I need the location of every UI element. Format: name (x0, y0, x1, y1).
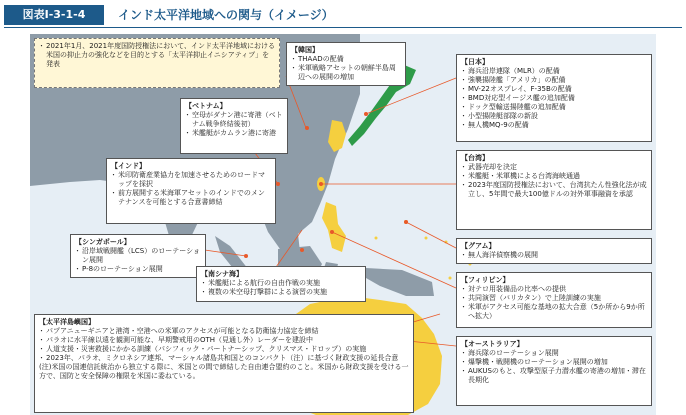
vietnam-box (180, 98, 288, 154)
scs-item: ・ 米艦艇による航行の自由作戦の実施 (201, 279, 361, 288)
japan-item: ・ 小型揚陸艇部隊の新設 (461, 112, 647, 121)
guam-item: ・ 無人海洋偵察機の展開 (461, 251, 647, 260)
japan-item: ・ MV-22オスプレイ、F-35Bの配備 (461, 85, 647, 94)
japan-item: ・ ドック型輸送揚陸艦の追加配備 (461, 103, 647, 112)
singapore-box (70, 234, 206, 278)
india-item: ・ 前方展開する米海軍アセットのインドでのメンテナンスを可能とする合意書締結 (111, 189, 271, 207)
taiwan-item: ・ 米艦艇・米軍機による台湾海峡通過 (461, 172, 647, 181)
note-item: ・ 2021年1月、2021年度国防授権法において、インド太平洋地域における米国の抑止力の強化などを目的とする「太平洋抑止イニシアティブ」を発表 (39, 42, 275, 69)
japan-box (456, 54, 652, 142)
australia-item: ・ 爆撃機・戦闘機のローテーション展開の増加 (461, 358, 647, 367)
australia-box (456, 336, 652, 406)
pin-scs (300, 248, 304, 252)
india-box (106, 158, 276, 224)
guam-box (456, 238, 652, 264)
singapore-item: ・ 沿岸域戦闘艦（LCS）のローテーション展開 (75, 247, 201, 265)
figure-number: 図表Ⅰ-3-1-4 (4, 5, 104, 25)
japan-item: ・ 無人機MQ-9の配備 (461, 121, 647, 130)
vietnam-item: ・ 空母がダナン港に寄港（ベトナム戦争終結後初） (185, 111, 283, 129)
japan-item: ・ BMD対応型イージス艦の追加配備 (461, 94, 647, 103)
pin-guam (404, 220, 408, 224)
vietnam-title: 【ベトナム】 (185, 102, 227, 110)
pin-singapore (244, 254, 248, 258)
australia-item: ・ AUKUSのもと、攻撃型原子力潜水艦の寄港の増加・滞在長期化 (461, 367, 647, 385)
philippines-item: ・ 米軍がアクセス可能な基地の拡大合意（5か所から9か所へ拡大） (461, 303, 647, 321)
pin-taiwan (319, 182, 323, 186)
philippines-item: ・ 共同演習（バリカタン）で上陸訓練の実施 (461, 294, 647, 303)
pin-japan (364, 112, 368, 116)
figure-header (0, 0, 686, 28)
philippines-item: ・ 対テロ用装備品の比率への提供 (461, 285, 647, 294)
korea-item: ・ 米軍戦略アセットの朝鮮半島周辺への展開の増加 (291, 64, 401, 82)
taiwan-title: 【台湾】 (461, 154, 489, 162)
japan-title: 【日本】 (461, 58, 489, 66)
philippines-title: 【フィリピン】 (461, 276, 510, 284)
india-item: ・ 米印防衛産業協力を加速させるためのロードマップを採択 (111, 171, 271, 189)
singapore-item: ・ P-8のローテーション展開 (75, 265, 201, 274)
korea-title: 【韓国】 (291, 46, 319, 54)
japan-item: ・ 海兵沿岸連隊（MLR）の配備 (461, 67, 647, 76)
australia-title: 【オーストラリア】 (461, 340, 524, 348)
scs-title: 【南シナ海】 (201, 270, 243, 278)
pacific-item: ・ 2023年、パラオ、ミクロネシア連邦、マーシャル諸島共和国とのコンパクト（注）に基づく財政支援の延長合意 (39, 354, 409, 363)
note-box (34, 38, 280, 88)
header-rule (4, 27, 682, 28)
pacific-title: 【太平洋島嶼国】 (39, 318, 95, 326)
taiwan-item: ・ 2023年度国防授権法において、台湾抗たん性強化法が成立し、5年間で最大100億ドルの対外軍事融資を承認 (461, 181, 647, 199)
singapore-title: 【シンガポール】 (75, 238, 131, 246)
pin-philippines (330, 230, 334, 234)
taiwan-box (456, 150, 652, 230)
scs-item: ・ 複数の米空母打撃群による演習の実施 (201, 288, 361, 297)
india-title: 【インド】 (111, 162, 146, 170)
korea-item: ・ THAADの配備 (291, 55, 401, 64)
pacific-footnote: (注)米国の国連信託統治から独立する際に、米国との間で締結した自由連合盟約のこと。米国から財政支援を受ける一方で、国防と安全保障の権限を米国に委ねている。 (39, 363, 409, 380)
pacific-item: ・ 人道支援・災害救援にかかる訓練（パシフィック・パートナーシップ、クリスマス・ドロップ）の実施 (39, 345, 409, 354)
philippines-box (456, 272, 652, 328)
australia-item: ・ 海兵隊のローテーション展開 (461, 349, 647, 358)
japan-item: ・ 強襲揚陸艦「アメリカ」の配備 (461, 76, 647, 85)
pin-vietnam (276, 182, 280, 186)
korea-box (286, 42, 406, 86)
scs-box (196, 266, 366, 302)
vietnam-item: ・ 米艦艇がカムラン港に寄港 (185, 129, 283, 138)
figure-title: インド太平洋地域への関与（イメージ） (118, 8, 334, 22)
taiwan-item: ・ 武器売却を決定 (461, 163, 647, 172)
pacific-item: ・ パプアニューギニアと港湾・空港への米軍のアクセスが可能となる防衛協力協定を締結 (39, 327, 409, 336)
guam-title: 【グアム】 (461, 242, 496, 250)
pin-korea (305, 126, 309, 130)
pacific-islands-box (34, 314, 414, 413)
pacific-item: ・ パラオに水平線以遠を観測可能な、早期警戒用のOTH（見通し外）レーダーを建設中 (39, 336, 409, 345)
